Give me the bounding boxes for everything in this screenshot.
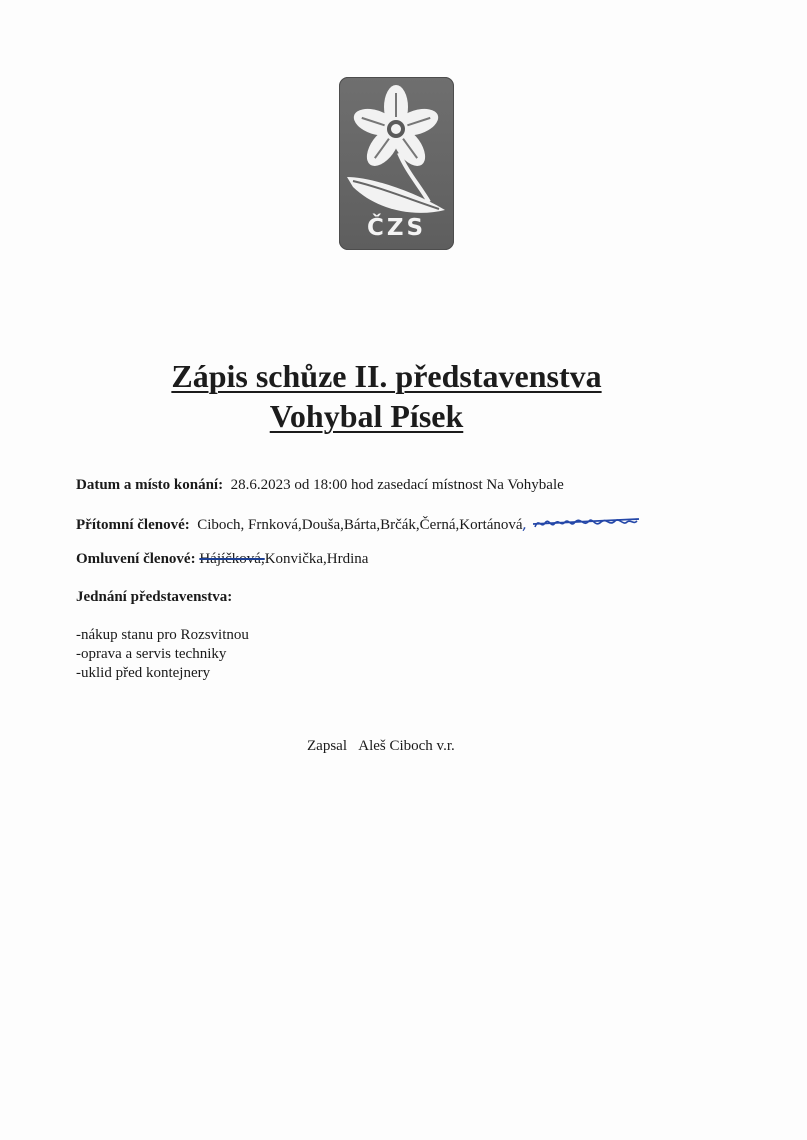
document-title-line1	[0, 357, 790, 395]
handwritten-comma: ,	[522, 515, 528, 533]
document-title-line2	[0, 397, 770, 435]
agenda-item: -nákup stanu pro Rozsvitnou	[76, 627, 249, 643]
excused-label: Omluvení členové:	[76, 551, 196, 567]
excused-members-line	[76, 550, 368, 569]
czs-logo	[339, 77, 454, 250]
date-label: Datum a místo konání:	[76, 477, 224, 493]
agenda-item: -oprava a servis techniky	[76, 646, 227, 662]
signature-line	[307, 737, 455, 756]
agenda-label: Jednání představenstva:	[76, 589, 233, 605]
present-members-line	[76, 513, 641, 535]
struck-name: Hájíčková,	[199, 551, 265, 567]
handwritten-crossed-name-icon	[531, 513, 641, 535]
title-line2-text: Vohybal Písek	[269, 398, 464, 434]
date-value: 28.6.2023 od 18:00 hod zasedací místnost Na Vohybale	[230, 477, 564, 493]
present-label: Přítomní členové:	[76, 517, 190, 533]
signature-name: Aleš Ciboch v.r.	[358, 738, 455, 754]
agenda-list	[76, 626, 249, 683]
present-value: Ciboch, Frnková,Douša,Bárta,Brčák,Černá,Kortánová	[197, 517, 523, 533]
excused-value: Konvička,Hrdina	[264, 551, 369, 567]
agenda-heading-line	[76, 588, 232, 607]
signature-label: Zapsal	[307, 738, 347, 754]
logo-text: ČZS	[366, 215, 427, 241]
agenda-item: -uklid před kontejnery	[76, 665, 211, 681]
meeting-date-line	[76, 476, 564, 495]
title-line1-text: Zápis schůze II. představenstva	[171, 358, 602, 394]
